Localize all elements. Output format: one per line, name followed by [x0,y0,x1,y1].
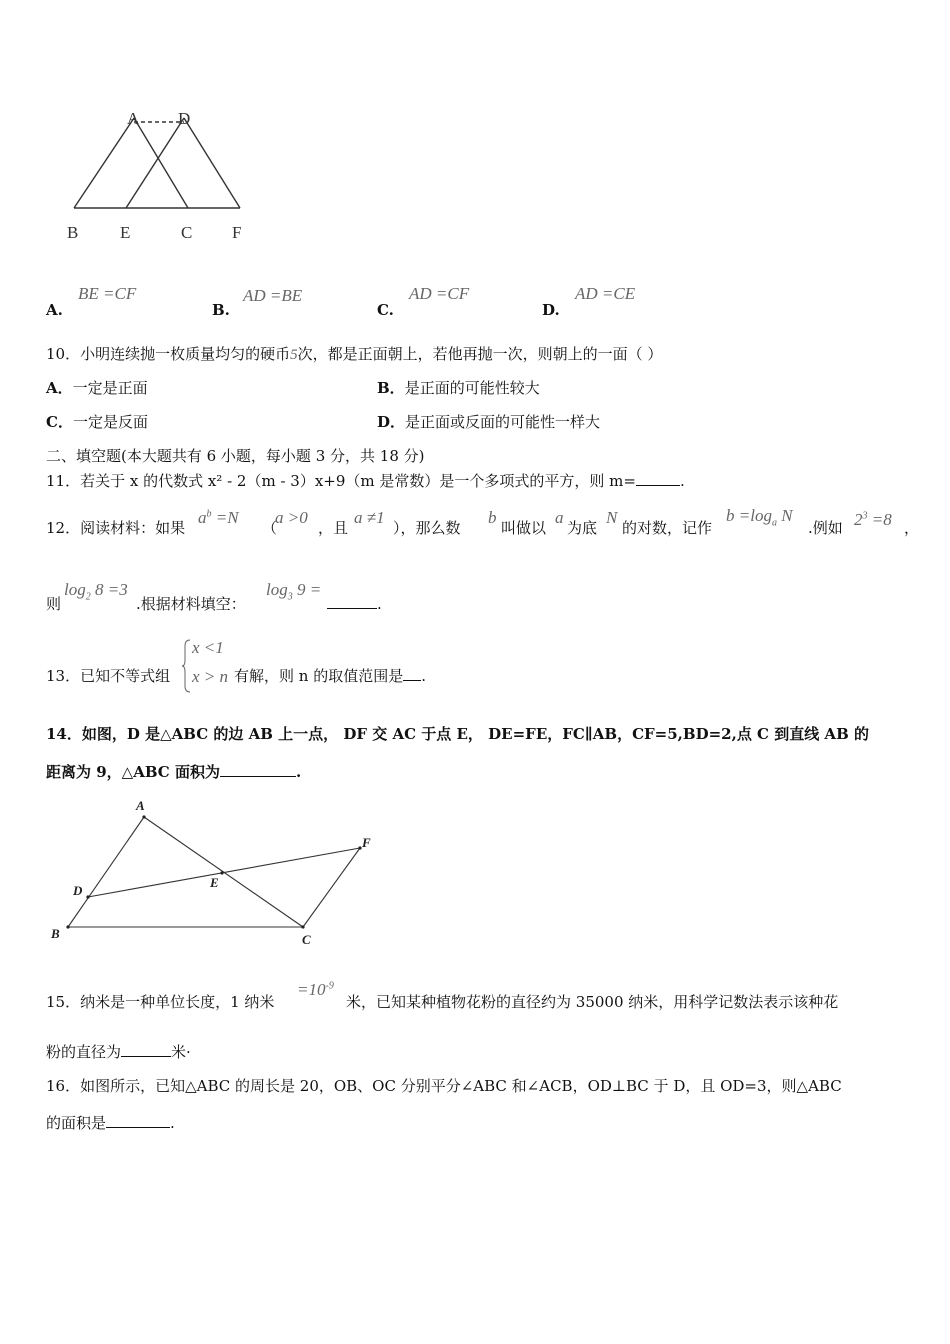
q12-eqN: =N [211,508,239,527]
q11-end: . [679,472,685,490]
q12-line1 [46,518,185,538]
q15-answer-blank [121,1042,171,1057]
q10-num: 5 [290,347,298,363]
fig2-label-f: F [362,835,371,850]
q12-a-gt-0: a >0 [275,508,308,527]
q13-tail [234,666,426,686]
fig1-label-f: F [232,223,242,242]
fig2-segment-DF [88,848,360,897]
q12-p7: 的对数，记作 [622,519,713,537]
q12-a-ne-1: a ≠1 [354,508,385,527]
q12-logN: N [776,506,793,525]
q12-answer [327,594,382,614]
q13-tail-text: 有解，则 n 的取值范围是 [234,667,404,685]
q10-option-d [377,412,600,432]
q12-p6: 为底 [567,519,598,537]
q10-option-a [46,378,148,398]
q9-option-a-label: A. [46,301,63,319]
fig1-segment-AB [74,118,134,208]
q12-p9: ， [904,519,920,537]
fig2-label-a: A [136,798,145,813]
fig2-label-c: C [302,932,311,947]
fig1-label-e: E [120,223,131,242]
fig1-segment-DF [184,118,240,208]
q10-option-d-text: 是正面或反面的可能性一样大 [405,413,601,431]
q13-ineq1: x <1 [192,638,224,657]
q12-p12: . [377,595,382,613]
figure-triangle-abc-def [40,795,390,955]
fig2-label-b: B [51,926,60,941]
q15-line2 [46,1042,191,1062]
q12-log-base: a [771,517,777,529]
q12-p11: .根据材料填空： [136,595,246,613]
q13-answer-blank [403,666,421,681]
fig1-segment-AC [134,118,188,208]
q9-option-d-label: D. [542,301,560,319]
q12-eq8: =8 [867,510,892,529]
q10-option-c [46,412,148,432]
q12-blog: b =log [726,506,772,525]
q12-p10: 则 [46,595,62,613]
q12-b-exp: b [206,508,212,520]
q15-p3: 粉的直径为 [46,1043,122,1061]
q12-p3: ，且 [318,519,349,537]
q9-option-b-expr: AD =BE [243,286,303,305]
fig1-label-a: A [127,109,140,128]
fig2-segment-CF [303,848,360,927]
q16-line1: 16．如图所示，已知△ABC 的周长是 20，OB、OC 分别平分∠ABC 和∠ACB，OD⊥BC 于 D，且 OD=3，则△ABC [46,1077,842,1095]
q14-line2-text: 距离为 9，△ABC 面积为 [46,763,220,781]
q12-three-exp: 3 [862,510,868,522]
q11 [46,471,685,491]
fig2-point-a [142,815,145,818]
fig1-label-d: D [178,109,191,128]
q12-a: a [198,508,207,527]
q13-label: 13．已知不等式组 [46,667,171,685]
q12-p8: .例如 [808,519,843,537]
q16-end: . [170,1114,175,1132]
q14-answer-blank [220,762,296,777]
q10-option-b [377,378,540,398]
q12-log3-base: 3 [287,591,293,603]
q12-b-var: b [488,508,497,527]
q16-line2 [46,1113,175,1133]
q12-a-var: a [555,508,564,527]
q14-line1: 14．如图，D 是△ABC 的边 AB 上一点， DF 交 AC 于点 E， DE=FE，FC∥AB，CF=5,BD=2,点 C 到直线 AB 的 [46,725,869,743]
section-heading-fill-in: 二、填空题(本大题共有 6 小题，每小题 3 分，共 18 分) [46,447,425,465]
q12-p5: 叫做以 [501,519,547,537]
fig2-point-e [220,871,223,874]
q15-p1: 15．纳米是一种单位长度，1 纳米 [46,993,275,1011]
q12-example-power [854,510,892,530]
q15-p2: 米，已知某种植物花粉的直径约为 35000 纳米，用科学记数法表示该种花 [346,993,839,1011]
q16-answer-blank [106,1113,170,1128]
fig1-label-b: B [67,223,79,242]
q10-stem-b: 次，都是正面朝上，若他再抛一次，则朝上的一面（ ） [297,345,663,363]
fig2-point-c [301,925,304,928]
q13-end: . [421,667,426,685]
q15-p4: 米· [171,1043,191,1061]
q9-option-d-expr: AD =CE [575,284,636,303]
q9-option-c-expr: AD =CF [409,284,470,303]
q16-line2-text: 的面积是 [46,1114,107,1132]
q13-brace [181,638,191,694]
q12-log-notation [726,506,793,528]
q9-option-b-label: B. [212,301,230,319]
q13-ineq2: x > n [192,667,229,686]
q11-text: 11．若关于 x 的代数式 x² - 2（m - 3）x+9（m 是常数）是一个多项式的平方，则 m= [46,472,636,490]
q15-power [297,980,334,1000]
q12-answer-blank [327,594,377,609]
fig1-segment-DE [126,118,184,208]
fig2-label-d: D [73,883,83,898]
q12-log2: log [64,580,86,599]
q12-n-var: N [606,508,618,527]
q12-log2-base: 2 [85,591,91,603]
q12-log3: log [266,580,288,599]
q12-def-power [198,508,239,528]
q10-option-d-label: D． [377,413,406,431]
q12-p1: 12．阅读材料：如果 [46,519,186,537]
fig2-point-d [86,895,89,898]
fig2-point-b [66,925,69,928]
q12-p4: ），那么数 [393,519,461,537]
q10-stem [46,344,662,365]
q12-question-log [266,580,321,602]
q14-line2 [46,762,301,782]
q10-option-c-label: C． [46,413,73,431]
q10-stem-a: 10．小明连续抛一枚质量均匀的硬币 [46,345,291,363]
fig2-segment-AB [68,817,144,927]
figure-parallelogram-triangles [60,100,260,250]
fig2-label-e: E [210,875,219,890]
q14-end: . [295,763,302,781]
q15-eq10: =10 [297,980,326,999]
q9-option-c-label: C. [377,301,394,319]
q11-answer-blank [636,471,680,486]
fig1-label-c: C [181,223,193,242]
q12-log3-rest: 9 = [292,580,322,599]
q12-example-log [64,580,128,602]
q10-option-a-label: A． [46,379,73,397]
q12-log2-rest: 8 =3 [90,580,128,599]
q10-option-b-label: B． [377,379,405,397]
q12-two: 2 [854,510,863,529]
q10-option-a-text: 一定是正面 [72,379,148,397]
q10-option-c-text: 一定是反面 [72,413,148,431]
q15-exp: -9 [325,980,334,992]
q9-option-a-expr: BE =CF [78,284,137,303]
fig2-segment-AC [144,817,303,927]
q12-p2: （ [262,519,278,537]
q10-option-b-text: 是正面的可能性较大 [404,379,540,397]
